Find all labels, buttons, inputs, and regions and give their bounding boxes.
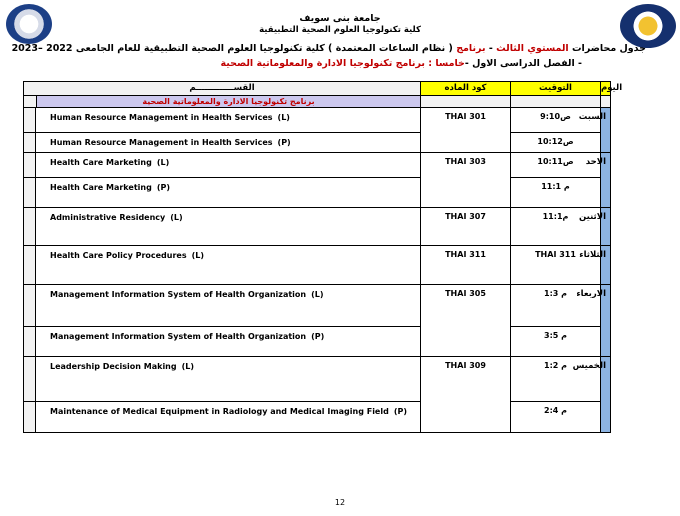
table-row [24,357,611,402]
university-logo-left [6,4,52,44]
course-type: (P) [156,183,171,192]
table-row [24,178,611,208]
dept-header: القســـــــــــــم [24,82,421,96]
course-name: Health Care Marketing [50,183,152,192]
course-type: (P) [311,332,325,341]
table-row [24,246,611,285]
time-cell: 9:10ص [511,108,601,133]
table-row [24,153,611,178]
course-type: (P) [277,138,291,147]
course-code: THAI 311 [421,246,511,285]
time-cell: THAI 311 [511,246,601,285]
course-name: Human Resource Management in Health Services [50,113,273,122]
course-code: THAI 307 [421,208,511,246]
course-type: (L) [277,113,290,122]
table-row [24,402,611,433]
course-name: Maintenance of Medical Equipment in Radiology and Medical Imaging Field [50,407,389,416]
code-header: كود الماده [421,82,511,96]
faculty-name: كلية تكنولوجيا العلوم الصحية التطبيقية [259,25,421,35]
course-name: Health Care Policy Procedures [50,251,187,260]
time-cell: 11:1م [511,208,601,246]
program-label: برنامج تكنولوجيا الادارة والمعلوماتية الصحية [36,96,420,107]
table-row [24,133,611,153]
course-cell [36,327,421,357]
time-cell: ص10:11 [511,153,601,178]
time-cell: 3:5 م [511,327,601,357]
course-cell [36,153,421,178]
course-code: THAI 309 [421,357,511,433]
time-cell: م 11:1 [511,178,601,208]
course-type: (L) [156,158,170,167]
table-row [24,108,611,133]
course-cell [36,246,421,285]
course-cell [36,357,421,402]
university-name: جامعة بنى سويف [299,13,381,24]
time-header: التوقيت [511,82,601,96]
time-cell: ص10:12 [511,133,601,153]
course-type: (P) [393,407,408,416]
table-row [24,208,611,246]
schedule-title: جدول محاضرات المستوي الثالث - برنامج ( نظام الساعات المعتمدة ) كلية تكنولوجيا العلوم الصحية التطبيقية للعام الجامعى 2022 –2023 [11,43,646,54]
day-cell: السبت [601,108,611,153]
course-cell [36,402,421,433]
course-name: Human Resource Management in Health Services [50,138,273,147]
table-row [24,285,611,327]
day-cell: الثلاثاء [601,246,611,285]
program-row [24,96,611,108]
course-cell [36,178,421,208]
course-code: THAI 303 [421,153,511,208]
course-cell [36,133,421,153]
course-name: Management Information System of Health Organization [50,332,307,341]
time-cell: 1:2 م [511,357,601,402]
course-name: Health Care Marketing [50,158,152,167]
course-name: Management Information System of Health Organization [50,290,307,299]
schedule-subtitle: - الفصل الدراسى الاول -خامسا : برنامج تكنولوجيا الادارة والمعلوماتية الصحية [220,58,582,69]
page-number: 12 [334,498,346,507]
course-cell [36,108,421,133]
time-cell: 2:4 م [511,402,601,433]
course-name: Leadership Decision Making [50,362,177,371]
course-cell [36,285,421,327]
day-cell: الاربعاء [601,285,611,357]
day-cell: الخميس [601,357,611,433]
course-code: THAI 305 [421,285,511,357]
day-header: اليوم [601,82,611,96]
course-type: (L) [181,362,195,371]
day-cell: الاثنين [601,208,611,246]
schedule-table [23,81,623,433]
table-header-row [24,82,611,96]
course-cell [36,208,421,246]
table-row [24,327,611,357]
course-name: Administrative Residency [50,213,166,222]
course-type: (L) [170,213,183,222]
day-cell: الاحد [601,153,611,208]
time-cell: 1:3 م [511,285,601,327]
course-type: (L) [311,290,324,299]
course-code: THAI 301 [421,108,511,153]
course-type: (L) [191,251,205,260]
